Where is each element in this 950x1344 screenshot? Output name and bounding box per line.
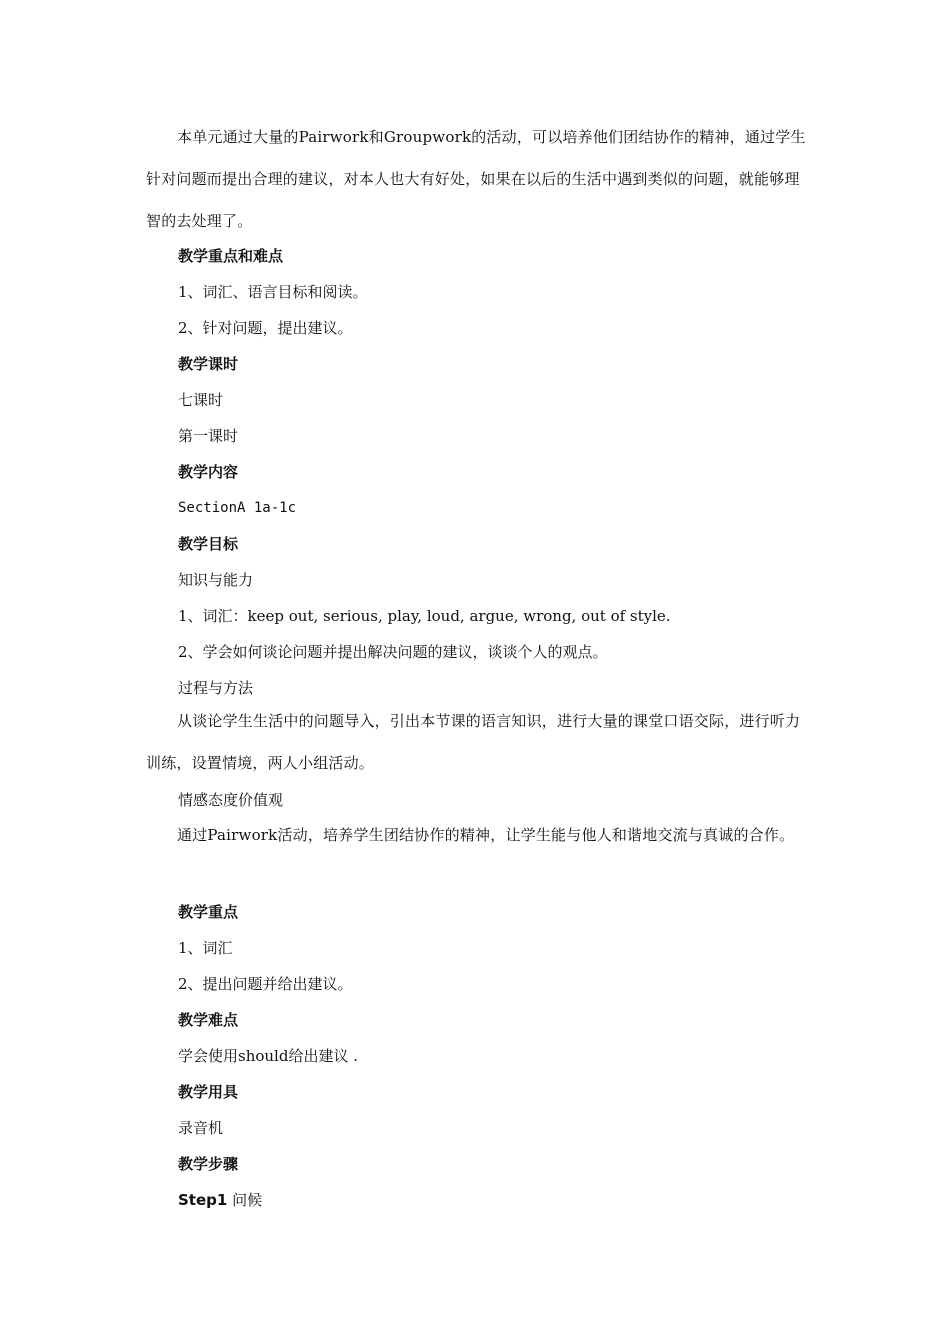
heading-steps: 教学步骤: [178, 1155, 239, 1173]
difficult-points-value: 学会使用should给出建议 .: [178, 1047, 358, 1065]
heading-goals: 教学目标: [178, 535, 239, 553]
step-1-label: Step1: [178, 1191, 228, 1209]
heading-difficult-points: 教学难点: [178, 1011, 239, 1029]
class-hours-value: 七课时: [178, 391, 224, 409]
step-1: [178, 1182, 842, 1218]
content-value: SectionA 1a-1c: [178, 500, 297, 516]
knowledge-heading: 知识与能力: [178, 571, 254, 589]
key-points-item-2: 2、提出问题并给出建议。: [178, 975, 353, 993]
knowledge-item-2: 2、学会如何谈论问题并提出解决问题的建议，谈谈个人的观点。: [178, 643, 608, 661]
process-paragraph: 从谈论学生生活中的问题导入，引出本节课的语言知识，进行大量的课堂口语交际，进行听力训练，设置情境，两人小组活动。: [146, 712, 801, 772]
key-difficult-item-2: 2、针对问题，提出建议。: [178, 319, 353, 337]
heading-tools: 教学用具: [178, 1083, 239, 1101]
key-difficult-item-1: 1、词汇、语言目标和阅读。: [178, 283, 368, 301]
emotion-heading: 情感态度价值观: [178, 791, 284, 809]
heading-key-points: 教学重点: [178, 903, 239, 921]
heading-key-difficult: 教学重点和难点: [178, 247, 284, 265]
emotion-paragraph: 通过Pairwork活动，培养学生团结协作的精神，让学生能与他人和谐地交流与真诚的合作。: [177, 826, 795, 844]
heading-class-hours: 教学课时: [178, 355, 239, 373]
key-points-item-1: 1、词汇: [178, 939, 233, 957]
step-1-text: 问候: [232, 1191, 263, 1209]
intro-paragraph: 本单元通过大量的Pairwork和Groupwork的活动，可以培养他们团结协作的精神，通过学生针对问题而提出合理的建议，对本人也大有好处，如果在以后的生活中遇到类似的问题，就能够理智的去处理了。: [146, 128, 806, 230]
lesson-label: 第一课时: [178, 427, 239, 445]
process-heading: 过程与方法: [178, 679, 254, 697]
heading-content: 教学内容: [178, 463, 239, 481]
tools-value: 录音机: [178, 1119, 224, 1137]
knowledge-item-1: 1、词汇：keep out, serious, play, loud, argue, wrong, out of style.: [178, 607, 671, 625]
